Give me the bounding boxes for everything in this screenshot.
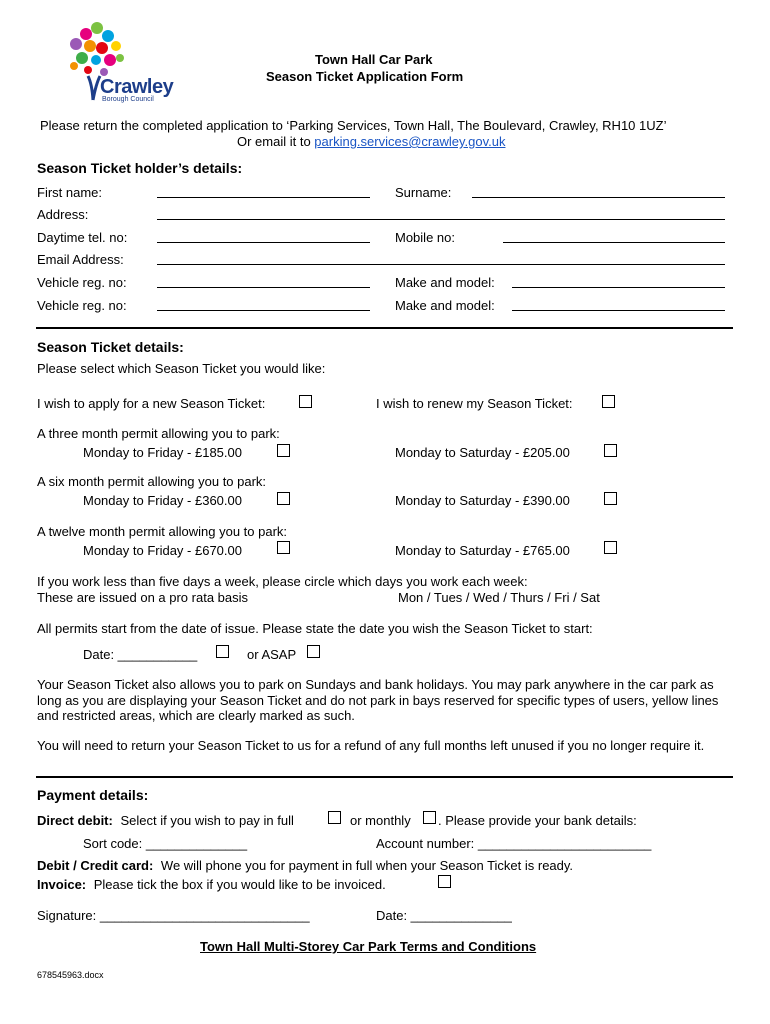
twelve-month-mf-label: Monday to Friday - £670.00 <box>83 543 242 558</box>
direct-debit-row <box>37 813 294 828</box>
twelve-month-label: A twelve month permit allowing you to park: <box>37 524 288 539</box>
three-month-mf-label: Monday to Friday - £185.00 <box>83 445 242 460</box>
return-instructions: Please return the completed application to ‘Parking Services, Town Hall, The Boulevard, Crawley, RH10 1UZ’ <box>40 118 667 133</box>
direct-debit-text: Select if you wish to pay in full <box>120 813 294 828</box>
sort-code-field[interactable]: Sort code: ______________ <box>83 836 248 851</box>
date-checkbox[interactable] <box>216 645 229 658</box>
email-address-field[interactable] <box>157 264 725 265</box>
vehicle-reg-label-2: Vehicle reg. no: <box>37 298 127 313</box>
apply-new-checkbox[interactable] <box>299 395 312 408</box>
six-month-label: A six month permit allowing you to park: <box>37 474 267 489</box>
daytime-tel-label: Daytime tel. no: <box>37 230 128 245</box>
holder-heading: Season Ticket holder’s details: <box>37 160 243 176</box>
start-date-field[interactable]: Date: ___________ <box>83 647 198 662</box>
address-label: Address: <box>37 207 89 222</box>
six-month-mf-label: Monday to Friday - £360.00 <box>83 493 242 508</box>
three-month-label: A three month permit allowing you to park: <box>37 426 280 441</box>
card-text: We will phone you for payment in full when your Season Ticket is ready. <box>160 858 574 873</box>
vehicle-reg-field-1[interactable] <box>157 287 370 288</box>
logo-subtitle: Borough Council <box>102 96 154 103</box>
card-row <box>37 858 573 873</box>
email-link[interactable]: parking.services@crawley.gov.uk <box>314 134 506 149</box>
section-divider-1 <box>36 327 733 329</box>
invoice-text: Please tick the box if you would like to be invoiced. <box>93 877 386 892</box>
six-month-ms-label: Monday to Saturday - £390.00 <box>395 493 570 508</box>
invoice-label: Invoice: <box>37 877 87 892</box>
crawley-logo <box>62 18 180 104</box>
monthly-label: or monthly <box>350 813 411 828</box>
six-month-mf-checkbox[interactable] <box>277 492 290 505</box>
make-model-field-2[interactable] <box>512 310 725 311</box>
account-number-field[interactable]: Account number: ________________________ <box>376 836 652 851</box>
pro-rata-note: These are issued on a pro rata basis <box>37 590 249 605</box>
document-reference: 678545963.docx <box>37 970 104 980</box>
ticket-prompt: Please select which Season Ticket you would like: <box>37 361 326 376</box>
form-title-line1: Town Hall Car Park <box>315 52 433 67</box>
pay-monthly-checkbox[interactable] <box>423 811 436 824</box>
signature-field[interactable]: Signature: _____________________________ <box>37 908 310 923</box>
form-title-line2: Season Ticket Application Form <box>266 69 464 84</box>
six-month-ms-checkbox[interactable] <box>604 492 617 505</box>
asap-checkbox[interactable] <box>307 645 320 658</box>
ticket-heading: Season Ticket details: <box>37 339 184 355</box>
vehicle-reg-label-1: Vehicle reg. no: <box>37 275 127 290</box>
card-label: Debit / Credit card: <box>37 858 154 873</box>
renew-label: I wish to renew my Season Ticket: <box>376 396 573 411</box>
make-model-field-1[interactable] <box>512 287 725 288</box>
make-model-label-2: Make and model: <box>395 298 495 313</box>
address-field[interactable] <box>157 219 725 220</box>
three-month-ms-checkbox[interactable] <box>604 444 617 457</box>
bank-details-prompt: . Please provide your bank details: <box>438 813 637 828</box>
three-month-ms-label: Monday to Saturday - £205.00 <box>395 445 570 460</box>
refund-paragraph: You will need to return your Season Ticket to us for a refund of any full months left unused if you no longer require it. <box>37 738 705 753</box>
first-name-field[interactable] <box>157 197 370 198</box>
days-instruction: If you work less than five days a week, please circle which days you work each week: <box>37 574 528 589</box>
renew-checkbox[interactable] <box>602 395 615 408</box>
invoice-row <box>37 877 386 892</box>
email-address-label: Email Address: <box>37 252 124 267</box>
signature-date-field[interactable]: Date: ______________ <box>376 908 512 923</box>
apply-new-label: I wish to apply for a new Season Ticket: <box>37 396 266 411</box>
daytime-tel-field[interactable] <box>157 242 370 243</box>
pay-full-checkbox[interactable] <box>328 811 341 824</box>
asap-label: or ASAP <box>247 647 297 662</box>
surname-field[interactable] <box>472 197 725 198</box>
email-line <box>237 134 505 149</box>
twelve-month-ms-label: Monday to Saturday - £765.00 <box>395 543 570 558</box>
vehicle-reg-field-2[interactable] <box>157 310 370 311</box>
make-model-label-1: Make and model: <box>395 275 495 290</box>
start-date-note: All permits start from the date of issue. Please state the date you wish the Season Ticket to start: <box>37 621 593 636</box>
twelve-month-ms-checkbox[interactable] <box>604 541 617 554</box>
section-divider-2 <box>36 776 733 778</box>
sunday-parking-paragraph: Your Season Ticket also allows you to park on Sundays and bank holidays. You may park anywhere in the car park as long as you are displaying your Season Ticket and do not park in bays reserved for specific types of users, yellow lines and restricted areas, which are clearly marked as such. <box>37 677 719 723</box>
logo-brand: Crawley <box>100 76 174 98</box>
days-options[interactable]: Mon / Tues / Wed / Thurs / Fri / Sat <box>398 590 600 605</box>
invoice-checkbox[interactable] <box>438 875 451 888</box>
payment-heading: Payment details: <box>37 787 149 803</box>
terms-link[interactable]: Town Hall Multi-Storey Car Park Terms and Conditions <box>200 939 537 954</box>
email-prefix: Or email it to <box>237 134 315 149</box>
twelve-month-mf-checkbox[interactable] <box>277 541 290 554</box>
three-month-mf-checkbox[interactable] <box>277 444 290 457</box>
mobile-label: Mobile no: <box>395 230 455 245</box>
surname-label: Surname: <box>395 185 452 200</box>
mobile-field[interactable] <box>503 242 725 243</box>
direct-debit-label: Direct debit: <box>37 813 113 828</box>
first-name-label: First name: <box>37 185 103 200</box>
